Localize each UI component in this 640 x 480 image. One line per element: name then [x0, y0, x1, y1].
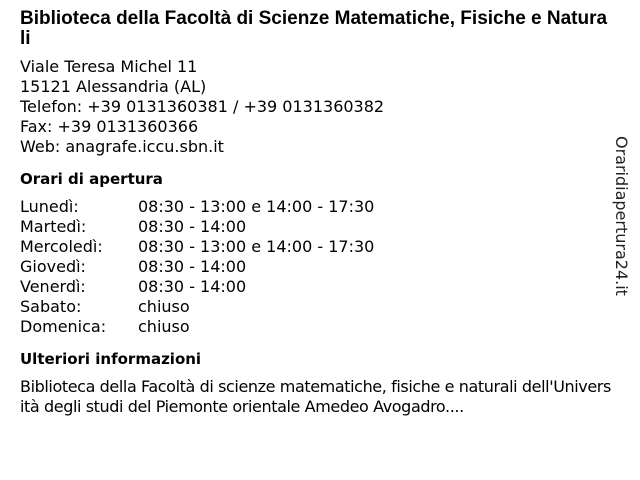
hours-row-monday — [20, 197, 612, 217]
hours-row-sunday — [20, 317, 612, 337]
hours-row-thursday — [20, 257, 612, 277]
hours-row-friday — [20, 277, 612, 297]
day-hours: 08:30 - 13:00 e 14:00 - 17:30 — [138, 237, 375, 256]
day-label: Domenica: — [20, 317, 107, 336]
day-label: Venerdì: — [20, 277, 86, 296]
site-watermark — [611, 136, 631, 306]
library-title: Biblioteca della Facoltà di Scienze Matematiche, Fisiche e Naturali — [20, 8, 608, 49]
phone-numbers: Telefon: +39 0131360381 / +39 0131360382 — [20, 97, 385, 116]
day-label: Mercoledì: — [20, 237, 103, 256]
library-info-card — [20, 9, 612, 417]
day-hours: 08:30 - 13:00 e 14:00 - 17:30 — [138, 197, 375, 216]
hours-row-wednesday — [20, 237, 612, 257]
day-hours: chiuso — [138, 317, 190, 336]
more-info-heading: Ulteriori informazioni — [20, 350, 202, 368]
day-hours: 08:30 - 14:00 — [138, 257, 247, 276]
day-label: Martedì: — [20, 217, 87, 236]
day-label: Sabato: — [20, 297, 82, 316]
hours-row-saturday — [20, 297, 612, 317]
street-address: Viale Teresa Michel 11 — [20, 57, 198, 76]
day-label: Giovedì: — [20, 257, 86, 276]
postal-city: 15121 Alessandria (AL) — [20, 77, 207, 96]
opening-hours-heading: Orari di apertura — [20, 170, 163, 188]
day-hours: 08:30 - 14:00 — [138, 217, 247, 236]
address-block — [20, 57, 612, 157]
opening-hours-table — [20, 197, 612, 337]
day-hours: chiuso — [138, 297, 190, 316]
day-hours: 08:30 - 14:00 — [138, 277, 247, 296]
more-info-text: Biblioteca della Facoltà di scienze matematiche, fisiche e naturali dell'Università degli studi del Piemonte orientale Amedeo Avogadro.... — [20, 377, 611, 416]
watermark-text: Oraridiapertura24.it — [612, 136, 631, 296]
day-label: Lunedì: — [20, 197, 79, 216]
website: Web: anagrafe.iccu.sbn.it — [20, 137, 224, 156]
hours-row-tuesday — [20, 217, 612, 237]
fax-number: Fax: +39 0131360366 — [20, 117, 199, 136]
